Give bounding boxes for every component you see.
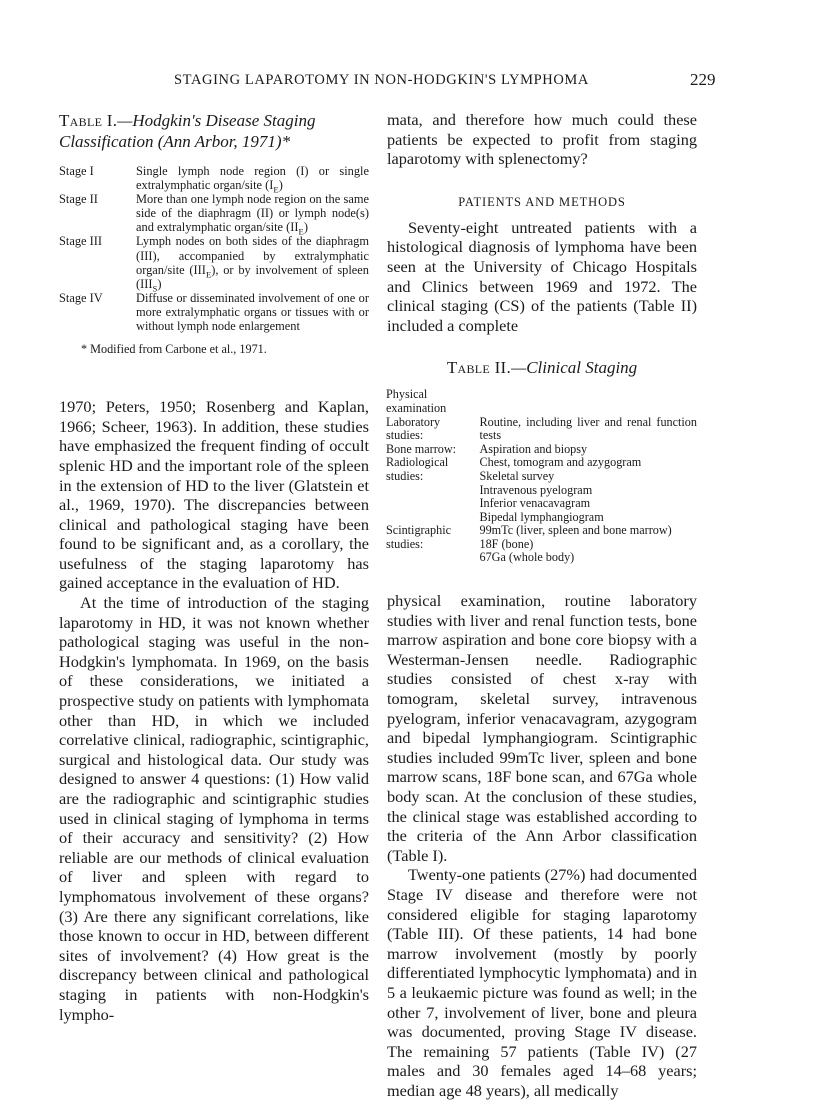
table-row [59, 164, 369, 192]
section-heading: PATIENTS AND METHODS [458, 194, 626, 209]
table1-label: Table I. [59, 111, 118, 130]
table1-footnote: * Modified from Carbone et al., 1971. [81, 342, 267, 357]
category-detail: Aspiration and biopsy [479, 441, 588, 456]
stage-description: Diffuse or disseminated involvement of one or more extralymphatic organs or tissues with or without lymph node enlargement [136, 290, 369, 334]
body-paragraph: physical examination, routine laboratory studies with liver and renal function tests, bone marrow aspiration and bone core biopsy with a Westerman-Jensen needle. Radiographic studies consisted of chest x-ray with tomogram, skeletal survey, intravenous pyelogram, inferior venacavagram, azygogram and bipedal lymphangiogram. Scintigraphic studies included 99mTc liver, spleen and bone marrow scans, 18F bone scan, and 67Ga whole body scan. At the conclusion of these studies, the clinical stage was established according to the criteria of the Ann Arbor classification (Table I). [387, 591, 697, 865]
category-label: Physical examination [386, 387, 447, 415]
category-detail: Chest, tomogram and azygogram Skeletal survey Intravenous pyelogram Inferior venacavagram Bipedal lymphangiogram [479, 455, 642, 524]
right-column [387, 110, 697, 1101]
category-label: Radiological studies: [386, 455, 449, 483]
staging-classification-table [59, 164, 369, 333]
stage-label: Stage II [59, 192, 98, 207]
table1-caption: —Hodgkin's Disease Staging Classification (Ann Arbor, 1971)* [59, 111, 316, 151]
table-row [386, 456, 697, 524]
left-column [59, 110, 369, 1024]
table-row [386, 524, 697, 565]
stage-description: Lymph nodes on both sides of the diaphragm (III), accompanied by extralymphatic organ/site $(III_E)$, or by involvement of spleen $(III_S)$ [136, 234, 369, 294]
stage-label: Stage I [59, 164, 94, 178]
body-paragraph: Twenty-one patients (27%) had documented Stage IV disease and therefore were not considered eligible for staging laparotomy (Table III). Of these patients, 14 had bone marrow involvement (mostly by poorly differentiated lymphocytic lymphomata) and in 5 a leukaemic picture was found as well; in the other 7, involvement of liver, bone and pleura was documented, proving Stage IV disease. The remaining 57 patients (Table IV) (27 males and 30 females aged 14–68 years; median age 48 years), all medically [387, 865, 697, 1100]
table-row [59, 291, 369, 333]
table2-label: Table II. [446, 358, 512, 378]
body-paragraph: At the time of introduction of the staging laparotomy in HD, it was not known whether pathological staging was useful in the non-Hodgkin's lymphomata. In 1969, on the basis of these considerations, we initiated a prospective study on patients with lymphomata other than HD, in which we included correlative clinical, radiographic, scintigraphic, surgical and histological data. Our study was designed to answer 4 questions: (1) How valid are the radiographic and scintigraphic studies used in clinical staging of lymphoma in terms of their accuracy and sensitivity? (2) How reliable are our methods of clinical evaluation of liver and spleen with regard to lymphomatous involvement of these organs? (3) Are there any significant correlations, like those known to occur in HD, between different sites of involvement? (4) How great is the discrepancy between clinical and pathological staging in patients with non-Hodgkin's lympho- [59, 593, 369, 1024]
body-paragraph: 1970; Peters, 1950; Rosenberg and Kaplan, 1966; Scheer, 1963). In addition, these studies have emphasized the frequent finding of occult splenic HD and the important role of the spleen in the extension of HD to the liver (Glatstein et al., 1969, 1970). The discrepancies between clinical and pathological staging have been found to be significant and, as a corollary, the usefulness of the staging laparotomy has gained acceptance in the evaluation of HD. [59, 397, 369, 593]
category-label: Laboratory studies: [386, 414, 441, 443]
table2-caption: —Clinical Staging [511, 358, 638, 378]
stage-label: Stage IV [59, 290, 103, 305]
table1-title [59, 110, 369, 152]
body-paragraph: mata, and therefore how much could these patients be expected to profit from staging laparotomy with splenectomy? [387, 110, 697, 169]
table-row [59, 234, 369, 290]
body-paragraph: Seventy-eight untreated patients with a histological diagnosis of lymphoma have been seen at the University of Chicago Hospitals and Clinics between 1969 and 1972. The clinical staging (CS) of the patients (Table II) included a complete [387, 217, 697, 335]
stage-description: More than one lymph node region on the same side of the diaphragm (II) or lymph node(s) and extralymphatic organ/site $(II_E)$ [136, 192, 369, 237]
category-detail: Routine, including liver and renal function tests [479, 414, 697, 443]
category-label: Scintigraphic studies: [386, 523, 451, 551]
table-row [59, 192, 369, 234]
category-detail: 99mTc (liver, spleen and bone marrow) 18F (bone) 67Ga (whole body) [479, 523, 672, 565]
stage-description: Single lymph node region (I) or single extralymphatic organ/site $(I_E)$ [136, 164, 369, 195]
running-head: STAGING LAPAROTOMY IN NON-HODGKIN'S LYMPHOMA [174, 72, 589, 88]
table2-title [387, 357, 697, 378]
table-row [386, 416, 697, 443]
table-row [386, 443, 697, 457]
clinical-staging-table [386, 388, 697, 565]
table-row [386, 388, 697, 415]
category-label: Bone marrow: [386, 441, 457, 456]
page-number: 229 [690, 70, 716, 89]
category-detail [479, 388, 697, 415]
stage-label: Stage III [59, 234, 103, 249]
